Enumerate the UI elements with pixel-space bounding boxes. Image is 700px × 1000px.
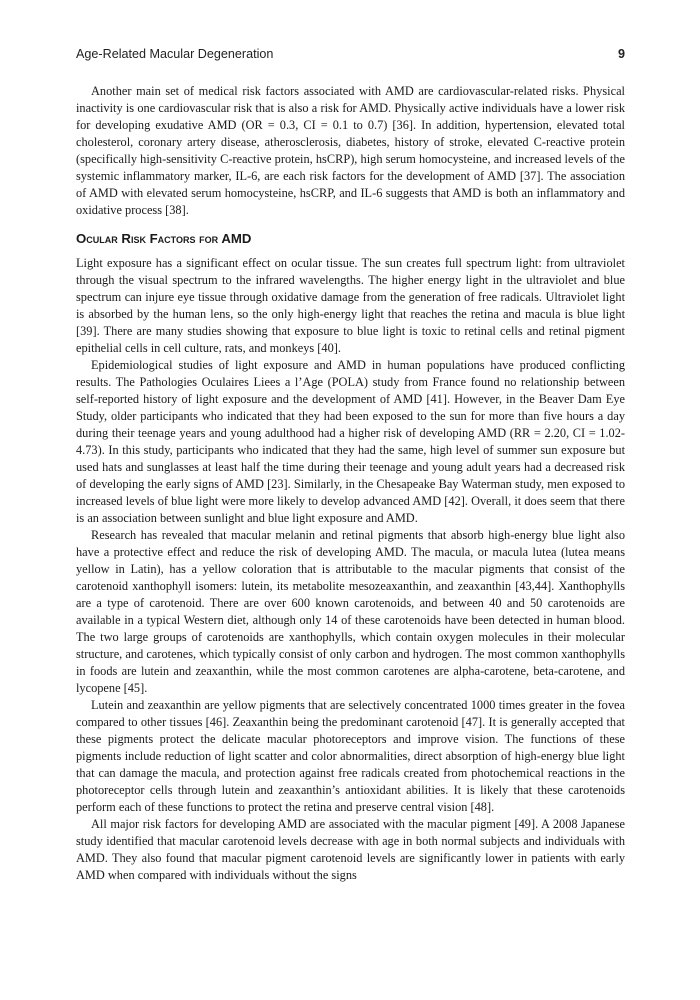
- page-number: 9: [617, 47, 625, 61]
- running-head: [76, 45, 625, 63]
- paragraph-light-exposure: Light exposure has a significant effect on ocular tissue. The sun creates full spectrum light: from ultraviolet through the visual spectrum to the infrared wavelengths. The higher energy light in the ultraviolet and blue spectrum can injure eye tissue through oxidative damage from the generation of free radicals. Ultraviolet light is absorbed by the human lens, so the only high-energy light that reaches the retina and macula is blue light [39]. There are many studies showing that exposure to blue light is toxic to retinal cells and retinal pigment epithelial cells in cell culture, rats, and monkeys [40].: [76, 256, 625, 355]
- paragraph-macular-pigments: Research has revealed that macular melanin and retinal pigments that absorb high-energy blue light also have a protective effect and reduce the risk of developing AMD. The macula, or macula lutea (lutea means yellow in Latin), has a yellow coloration that is attributable to the macular pigments that consist of the carotenoid xanthophyll isomers: lutein, its metabolite mesozeaxanthin, and zeaxanthin [43,44]. Xanthophylls are a type of carotenoid. There are over 600 known carotenoids, and between 40 and 50 carotenoids are available in a typical Western diet, although only 14 of these carotenoids have been detected in human blood. The two large groups of carotenoids are xanthophylls, which contain oxygen molecules in their molecular structure, and carotenes, which typically consist of only carbon and hydrogen. The most common xanthophylls in foods are lutein and zeaxanthin, while the most common carotenes are alpha-carotene, beta-carotene, and lycopene [45].: [76, 528, 625, 695]
- paragraph-lutein-zeaxanthin: Lutein and zeaxanthin are yellow pigments that are selectively concentrated 1000 times greater in the fovea compared to other tissues [46]. Zeaxanthin being the predominant carotenoid [47]. It is generally accepted that these pigments protect the delicate macular photoreceptors and improve vision. The functions of these pigments include reduction of light scatter and color abnormalities, direct absorption of high-energy blue light that can damage the macula, and protection against free radicals created from photochemical reactions in the photoreceptor cells through lutein and zeaxanthin’s antioxidant abilities. It is likely that these carotenoids perform each of these functions to protect the retina and preserve central vision [48].: [76, 698, 625, 814]
- paragraph-cardiovascular-risks: Another main set of medical risk factors associated with AMD are cardiovascular-related risks. Physical inactivity is one cardiovascular risk that is also a risk for AMD. Physically active individuals have a lower risk for developing exudative AMD (OR = 0.3, CI = 0.1 to 0.7) [36]. In addition, hypertension, elevated total cholesterol, coronary artery disease, atherosclerosis, diabetes, history of stroke, elevated C-reactive protein (specifically high-sensitivity C-reactive protein, hsCRP), high serum homocysteine, and increased levels of the systemic inflammatory marker, IL-6, are each risk factors for the development of AMD [37]. The association of AMD with elevated serum homocysteine, hsCRP, and IL-6 suggests that AMD is both an inflammatory and oxidative process [38].: [76, 84, 625, 217]
- paragraph-epidemiological-studies: Epidemiological studies of light exposure and AMD in human populations have produced conflicting results. The Pathologies Oculaires Liees a l’Age (POLA) study from France found no relationship between self-reported history of light exposure and the development of AMD [41]. However, in the Beaver Dam Eye Study, older participants who indicated that they had been exposed to the sun for more than five hours a day during their teenage years and young adulthood had a higher risk of developing AMD (RR = 2.20, CI = 1.02-4.73). In this study, participants who indicated that they had the same, high level of summer sun exposure but used hats and sunglasses at least half the time during their teenage and young adult years had a decreased risk of developing the early signs of AMD [23]. Similarly, in the Chesapeake Bay Waterman study, men exposed to increased levels of blue light were more likely to develop advanced AMD [42]. Overall, it does seem that there is an association between sunlight and blue light exposure and AMD.: [76, 358, 625, 525]
- running-head-title: Age-Related Macular Degeneration: [76, 47, 274, 61]
- paragraph-risk-factors-macular-pigment: All major risk factors for developing AMD are associated with the macular pigment [49]. A 2008 Japanese study identified that macular carotenoid levels decrease with age in both normal subjects and individuals with AMD. They also found that macular pigment carotenoid levels are significantly lower in patients with early AMD when compared with individuals without the signs: [76, 817, 625, 882]
- body-text: [76, 83, 625, 884]
- section-heading: Ocular Risk Factors for AMD: [76, 231, 252, 246]
